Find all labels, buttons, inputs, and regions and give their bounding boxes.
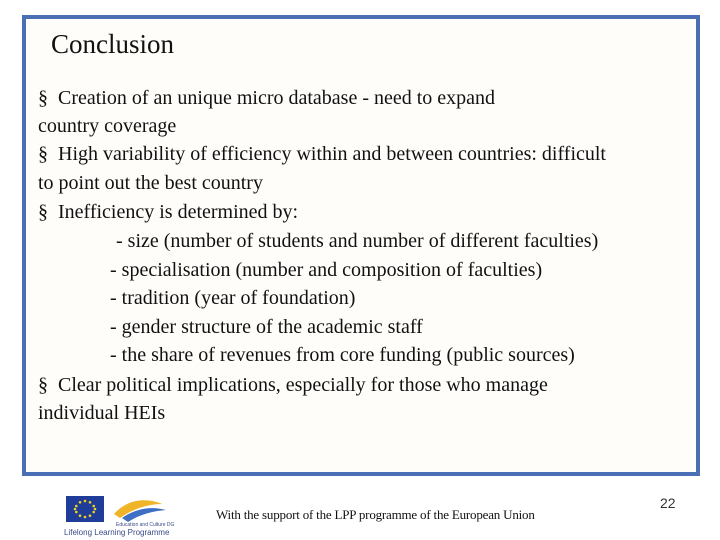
- bullet-text: Inefficiency is determined by:: [58, 201, 299, 223]
- bullet-line: [38, 84, 495, 112]
- sub-item: - tradition (year of foundation): [110, 287, 356, 309]
- continuation-line: to point out the best country: [38, 172, 263, 194]
- bullet-line: [38, 198, 298, 226]
- sub-item: - size (number of students and number of different faculties): [116, 230, 599, 252]
- bullet-text: High variability of efficiency within and between countries: difficult: [58, 143, 606, 165]
- bullet-marker: §: [38, 201, 48, 223]
- bullet-text: Creation of an unique micro database - need to expand: [58, 87, 496, 109]
- continuation-line: individual HEIs: [38, 402, 166, 424]
- page-number: 22: [660, 495, 676, 511]
- continuation-line: country coverage: [38, 115, 177, 137]
- support-note: With the support of the LPP programme of the European Union: [216, 507, 535, 522]
- logo-caption: Lifelong Learning Programme: [64, 528, 170, 537]
- sub-item: - specialisation (number and composition of faculties): [110, 259, 543, 281]
- bullet-marker: §: [38, 87, 48, 109]
- sub-item: - gender structure of the academic staff: [110, 316, 423, 338]
- bullet-marker: §: [38, 143, 48, 165]
- bullet-text: Clear political implications, especially for those who manage: [58, 374, 548, 396]
- bullet-line: [38, 371, 548, 399]
- bullet-marker: §: [38, 374, 48, 396]
- svg-text:Education and Culture DG: Education and Culture DG: [116, 522, 175, 528]
- bullet-line: [38, 140, 606, 168]
- slide-title: Conclusion: [51, 29, 175, 59]
- sub-item: - the share of revenues from core funding (public sources): [110, 344, 575, 366]
